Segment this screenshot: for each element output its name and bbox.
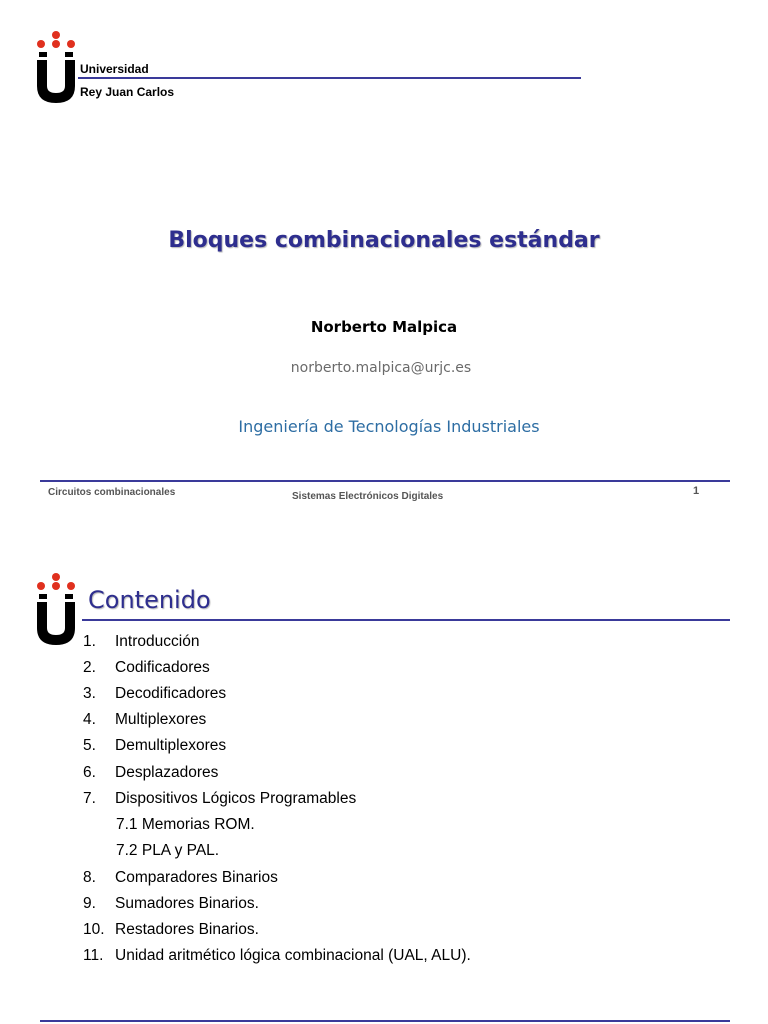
contents-title: Contenido bbox=[88, 586, 211, 614]
university-name-line2: Rey Juan Carlos bbox=[80, 85, 175, 99]
urjc-logo-icon bbox=[34, 30, 78, 104]
university-name-line1: Universidad bbox=[80, 62, 149, 76]
degree-name: Ingeniería de Tecnologías Industriales bbox=[238, 417, 540, 436]
footer-page-number: 1 bbox=[693, 485, 700, 497]
slide-contents: Contenido 1. Introducción 2. Codificadores 3. Decodificadores 4. Multiplexores 5. Demultiplexores 6. Desplazadores 7. Dispositivos Lógicos Programables 7.1 Memorias ROM. 7.2 PLA y PAL. 8. Comparadores Binarios 9. Sumadores Binarios. 10. Restadores Binarios. 11. Unidad aritmético lógica combinacional (UAL, ALU). bbox=[0, 512, 768, 1024]
author-name: Norberto Malpica bbox=[310, 318, 458, 336]
footer-rule bbox=[40, 1020, 730, 1022]
footer-topic: Circuitos combinacionales bbox=[48, 487, 176, 498]
footer-course: Sistemas Electrónicos Digitales bbox=[292, 491, 444, 502]
header-rule bbox=[78, 77, 581, 79]
author-email: norberto.malpica@urjc.es bbox=[290, 360, 472, 376]
contents-rule bbox=[82, 619, 730, 621]
footer-rule bbox=[40, 480, 730, 482]
slide-title-text: Bloques combinacionales estándar bbox=[168, 228, 600, 253]
urjc-logo-icon bbox=[34, 572, 78, 646]
